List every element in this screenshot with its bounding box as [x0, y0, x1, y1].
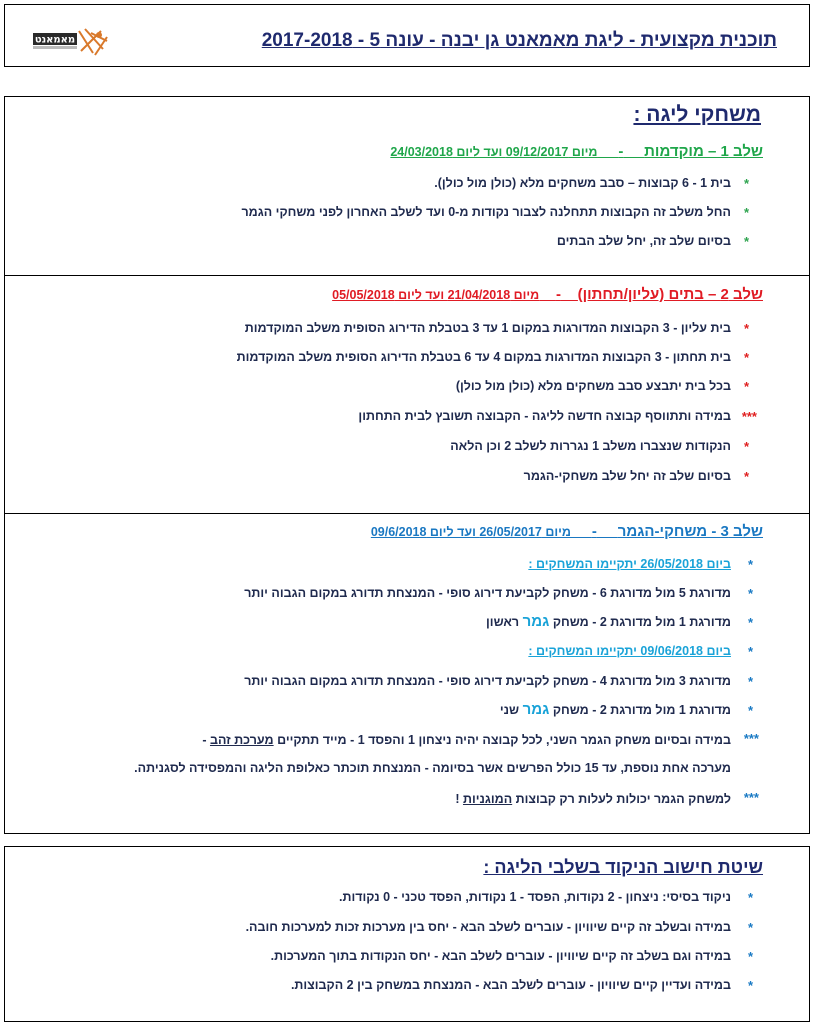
scoring-heading: שיטת חישוב הניקוד בשלבי הליגה : — [483, 857, 763, 877]
league-section — [4, 96, 810, 834]
bullet-icon: * — [747, 920, 753, 935]
stage3-title: שלב 3 - משחקי-הגמר — [617, 523, 763, 540]
bullet-icon: * — [743, 176, 749, 191]
stage1-sep: - — [618, 143, 624, 160]
list-item: בית 1 - 6 קבוצות – סבב משחקים מלא (כולן מול כולן). — [434, 176, 731, 190]
note-dash: - — [202, 733, 207, 747]
list-item: בית עליון - 3 הקבוצות המדורגות במקום 1 עד 3 בטבלת הדירוג הסופית משלב המוקדמות — [244, 321, 731, 335]
bullet-icon: * — [747, 586, 753, 601]
bullet-icon: * — [743, 350, 749, 365]
list-item: במידה ותתווסף קבוצה חדשה לליגה - הקבוצה תשובץ לבית התחתון — [358, 409, 731, 423]
bullet-icon: * — [747, 978, 753, 993]
note-golden-set-line2: מערכה אחת נוספת, עד 15 כולל הפרשים אשר בסיומה - המנצחת תוכתר כאלופת הליגה והמפסידה לסגניתה. — [134, 761, 731, 775]
list-item: החל משלב זה הקבוצות תתחלנה לצבור נקודות מ-0 ועד לשלב האחרון לפני משחקי הגמר — [241, 205, 731, 219]
bullet-icon: * — [743, 379, 749, 394]
note-golden-set — [202, 733, 731, 747]
list-item: במידה ובשלב זה קיים שיוויון - עוברים לשלב הבא - יחס בין מערכות זכות למערכות חובה. — [245, 920, 731, 934]
bullet-icon: * — [747, 703, 753, 718]
bullet-icon: * — [747, 890, 753, 905]
section-divider — [5, 513, 809, 514]
stage3-header — [371, 523, 763, 540]
match-order: ראשון — [486, 615, 520, 629]
day1-heading: ביום 26/05/2018 יתקיימו המשחקים : — [528, 557, 731, 571]
day2-heading: ביום 09/06/2018 יתקיימו המשחקים : — [528, 644, 731, 658]
league-heading: משחקי ליגה : — [633, 103, 761, 126]
match-order: שני — [499, 703, 520, 717]
stage2-dates: מיום 21/04/2018 ועד ליום 05/05/2018 — [332, 288, 540, 302]
stage2-header — [332, 286, 763, 303]
bullet-icon: * — [743, 321, 749, 336]
club-logo — [33, 27, 109, 57]
stage2-sep: - — [555, 286, 561, 303]
match-label: מדורגת 1 מול מדורגת 2 - משחק — [552, 615, 731, 629]
stage2-title: שלב 2 – בתים (עליון/תחתון) — [577, 286, 763, 303]
list-item — [500, 701, 731, 718]
list-item: מדורגת 5 מול מדורגת 6 - משחק לקביעת דירוג סופי - המנצחת תדורג במקום הגבוה יותר — [244, 586, 731, 600]
list-item: בסיום שלב זה, יחל שלב הבתים — [556, 234, 731, 248]
scoring-section — [4, 846, 810, 1022]
final-label: גמר — [522, 701, 550, 718]
list-item: בית תחתון - 3 הקבוצות המדורגות במקום 4 עד 6 בטבלת הדירוג הסופית משלב המוקדמות — [236, 350, 731, 364]
bullet-icon: *** — [743, 731, 759, 746]
eligible-label: המוגניות — [462, 792, 513, 806]
note-eligible — [455, 792, 731, 806]
bullet-icon: * — [747, 615, 753, 630]
stage1-dates: מיום 09/12/2017 ועד ליום 24/03/2018 — [390, 145, 598, 159]
note-text: למשחק הגמר יכולות לעלות רק קבוצות — [515, 792, 731, 806]
list-item: הנקודות שנצברו משלב 1 נגררות לשלב 2 וכן הלאה — [450, 439, 731, 453]
bullet-icon: * — [743, 205, 749, 220]
final-label: גמר — [522, 613, 550, 630]
header-box — [4, 4, 810, 67]
stage3-dates: מיום 26/05/2017 ועד ליום 09/6/2018 — [370, 525, 571, 539]
bullet-icon: *** — [743, 790, 759, 805]
bullet-icon: * — [747, 644, 753, 659]
list-item: בסיום שלב זה יחל שלב משחקי-הגמר — [523, 469, 731, 483]
bullet-icon: * — [743, 469, 749, 484]
list-item: בכל בית יתבצע סבב משחקים מלא (כולן מול כולן) — [455, 379, 731, 393]
page-title: תוכנית מקצועית - ליגת מאמאנט גן יבנה - עונה 5 - 2017-2018 — [261, 30, 777, 51]
list-item: במידה ועדיין קיים שיוויון - עוברים לשלב הבא - המנצחת במשחק בין 2 הקבוצות. — [290, 978, 731, 992]
note-text: במידה ובסיום משחק הגמר השני, לכל קבוצה יהיה ניצחון 1 והפסד 1 - מייד תתקיים — [277, 733, 731, 747]
note-mark: ! — [455, 792, 460, 806]
svg-text:מאמאנט: מאמאנט — [34, 34, 76, 46]
stage1-header — [390, 143, 763, 160]
list-item: ניקוד בסיסי: ניצחון - 2 נקודות, הפסד - 1 נקודות, הפסד טכני - 0 נקודות. — [339, 890, 731, 904]
bullet-icon: *** — [741, 409, 757, 424]
list-item — [486, 613, 731, 630]
golden-set-label: מערכת זהב — [209, 733, 274, 747]
stage3-sep: - — [591, 523, 597, 540]
bullet-icon: * — [743, 234, 749, 249]
section-divider — [5, 275, 809, 276]
match-label: מדורגת 1 מול מדורגת 2 - משחק — [552, 703, 731, 717]
bullet-icon: * — [743, 439, 749, 454]
list-item: במידה וגם בשלב זה קיים שיוויון - עוברים לשלב הבא - יחס הנקודות בתוך המערכות. — [270, 949, 731, 963]
bullet-icon: * — [747, 949, 753, 964]
list-item: מדורגת 3 מול מדורגת 4 - משחק לקביעת דירוג סופי - המנצחת תדורג במקום הגבוה יותר — [244, 674, 731, 688]
bullet-icon: * — [747, 557, 753, 572]
stage1-title: שלב 1 – מוקדמות — [644, 143, 763, 160]
bullet-icon: * — [747, 674, 753, 689]
